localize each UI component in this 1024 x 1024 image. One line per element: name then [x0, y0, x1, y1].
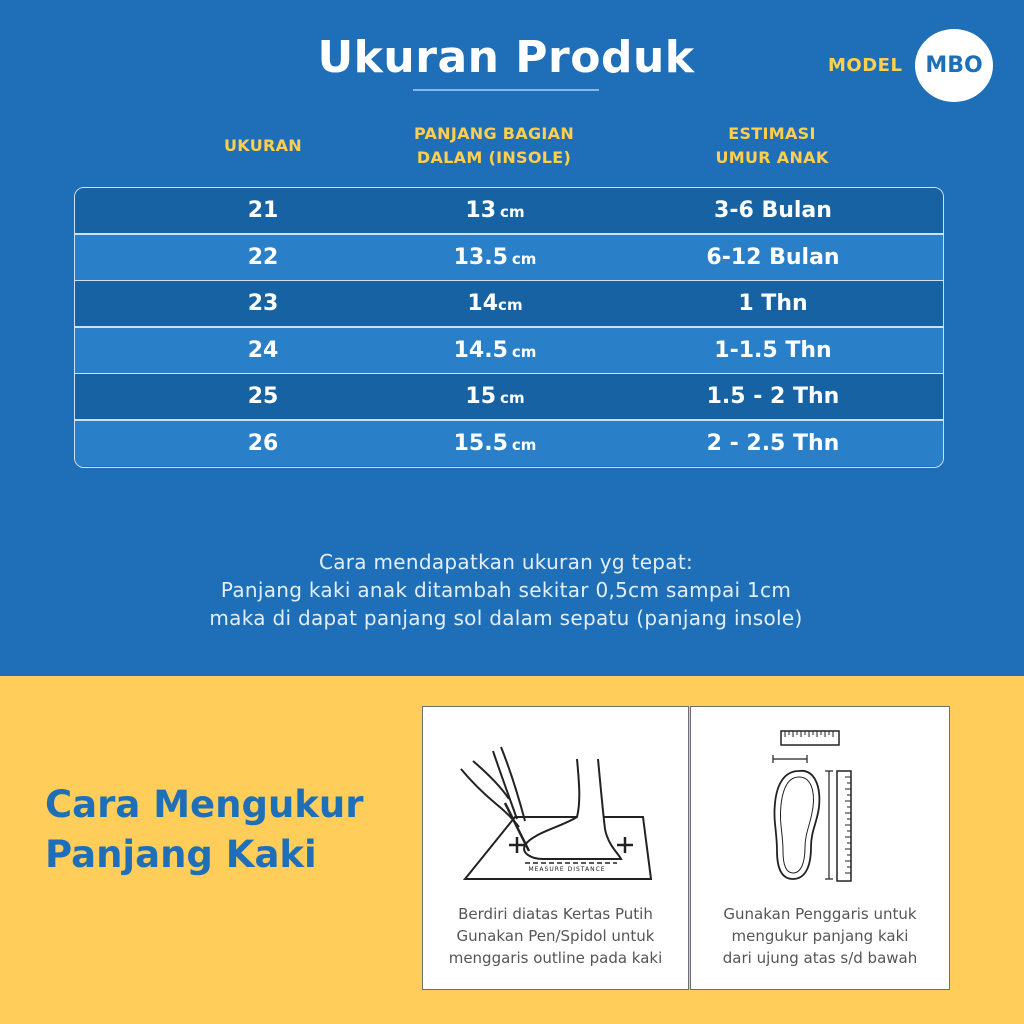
title-underline: [413, 89, 599, 91]
length-cell: 15 cm: [465, 384, 525, 409]
size-cell: 26: [247, 430, 279, 456]
model-badge: MBO: [915, 29, 993, 102]
page-title: Ukuran Produk: [317, 32, 695, 83]
table-row: [75, 374, 944, 419]
size-cell: 21: [247, 198, 279, 223]
step-card-text: Berdiri diatas Kertas Putih Gunakan Pen/Spidol untuk menggaris outline pada kaki: [448, 905, 663, 967]
length-cell: 14cm: [467, 291, 523, 316]
table-row: [75, 328, 944, 373]
table-row: [75, 235, 944, 280]
age-cell: 1-1.5 Thn: [714, 337, 832, 363]
age-cell: 3-6 Bulan: [714, 198, 832, 223]
size-cell: 24: [247, 337, 279, 363]
age-cell: 6-12 Bulan: [706, 244, 840, 270]
table-row: [75, 188, 944, 233]
model-label: MODEL: [828, 55, 903, 76]
age-cell: 1.5 - 2 Thn: [706, 384, 840, 409]
length-cell: 14.5 cm: [453, 337, 537, 363]
measure-distance-label: MEASURE DISTANCE: [528, 866, 606, 873]
step-card-measure-ruler: [690, 706, 950, 990]
length-cell: 13.5 cm: [453, 244, 537, 270]
column-header-size: UKURAN: [224, 136, 302, 155]
size-table: [74, 187, 944, 468]
age-cell: 1 Thn: [738, 291, 808, 316]
size-cell: 22: [247, 244, 279, 270]
length-cell: 13 cm: [465, 198, 525, 223]
column-header-age: ESTIMASI UMUR ANAK: [715, 124, 829, 167]
age-cell: 2 - 2.5 Thn: [706, 430, 840, 456]
length-cell: 15.5 cm: [453, 430, 537, 456]
size-cell: 25: [247, 384, 279, 409]
table-row: [75, 421, 944, 466]
size-cell: 23: [247, 291, 279, 316]
measure-guide-title: Cara Mengukur Panjang Kaki: [45, 783, 364, 876]
sizing-note: Cara mendapatkan ukuran yg tepat: Panjang kaki anak ditambah sekitar 0,5cm sampai 1cm maka di dapat panjang sol dalam sepatu (panjang insole): [209, 550, 803, 630]
ruler-insole-icon: [771, 727, 891, 892]
step-card-text: Gunakan Penggaris untuk mengukur panjang kaki dari ujung atas s/d bawah: [722, 905, 918, 967]
foot-on-paper-icon: [443, 721, 673, 891]
step-card-trace-foot: [422, 706, 689, 990]
column-header-insole: PANJANG BAGIAN DALAM (INSOLE): [413, 124, 575, 167]
table-row: [75, 281, 944, 326]
